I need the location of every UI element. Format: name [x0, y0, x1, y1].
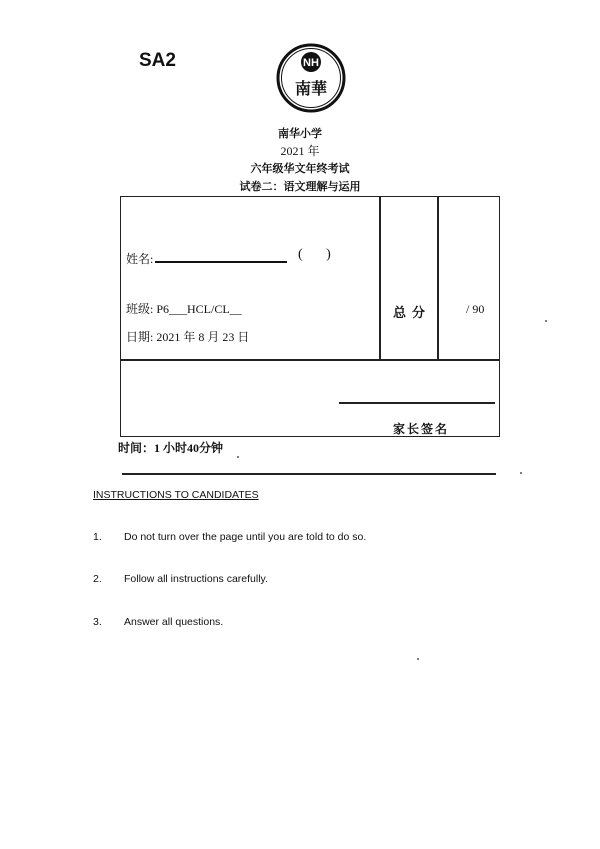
instruction-text: Follow all instructions carefully.	[124, 573, 268, 585]
divider-rule	[122, 473, 496, 475]
index-number-field[interactable]: ( )	[298, 247, 341, 262]
class-field: 班级: P6___HCL/CL__	[126, 302, 242, 316]
corner-label: SA2	[139, 50, 176, 71]
scan-speck	[237, 456, 239, 458]
paper-title: 试卷二：语文理解与运用	[239, 181, 361, 193]
total-score-label: 总分	[393, 305, 432, 320]
time-allowed: 时间：1 小时40分钟	[118, 441, 224, 455]
exam-year: 2021 年	[280, 144, 320, 158]
exam-title: 六年级华文年终考试	[250, 163, 350, 175]
scan-speck	[417, 658, 419, 660]
school-name: 南华小学	[278, 128, 322, 140]
box-divider	[120, 359, 500, 361]
instruction-text: Do not turn over the page until you are told to do so.	[124, 531, 367, 543]
name-field[interactable]	[155, 261, 287, 263]
total-score-value: / 90	[466, 302, 485, 316]
date-field: 日期: 2021 年 8 月 23 日	[126, 330, 250, 344]
instruction-number: 1.	[93, 531, 102, 543]
instruction-text: Answer all questions.	[124, 616, 224, 628]
school-logo	[275, 42, 347, 114]
instruction-number: 2.	[93, 573, 102, 585]
instructions-title: INSTRUCTIONS TO CANDIDATES	[93, 489, 259, 501]
signature-line[interactable]	[339, 402, 495, 404]
instruction-number: 3.	[93, 616, 102, 628]
svg-text:NH: NH	[303, 57, 319, 69]
box-divider	[437, 196, 439, 360]
scan-speck	[545, 320, 547, 322]
box-divider	[379, 196, 381, 360]
parent-signature-label: 家长签名	[393, 422, 450, 436]
scan-speck	[520, 472, 522, 474]
svg-text:南華: 南華	[294, 79, 328, 98]
name-label: 姓名:	[126, 252, 154, 266]
